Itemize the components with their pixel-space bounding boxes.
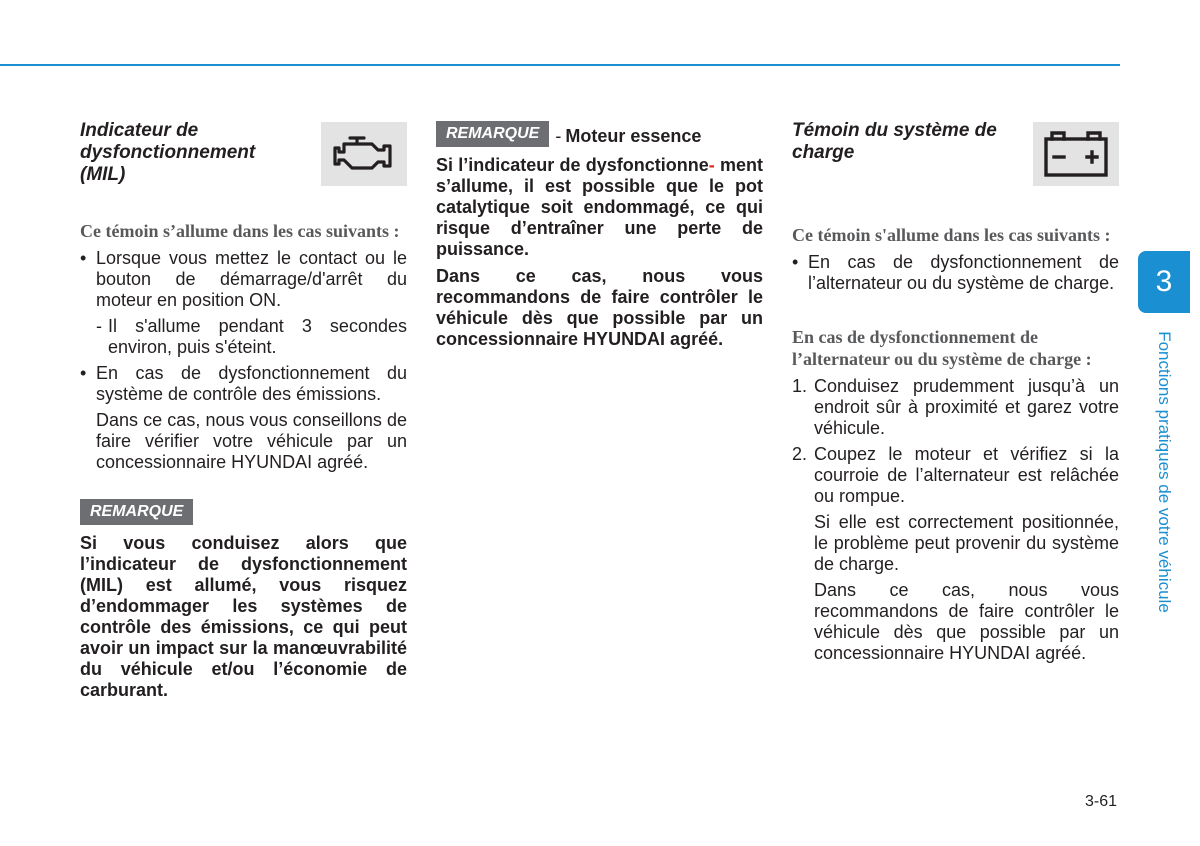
- note-para-1: Si l’indicateur de dysfonctionne- ment s’allume, il est possible que le pot catalytique soit endommagé, ce qui risque d’entraîner une perte de puissance.: [436, 155, 763, 259]
- charge-title: Témoin du système de charge: [792, 120, 997, 163]
- check-engine-icon: [321, 122, 407, 186]
- chapter-tab: 3: [1138, 251, 1190, 313]
- header-rule: [0, 64, 1120, 66]
- note-badge: REMARQUE: [80, 499, 193, 525]
- charge-subtitle-1: Ce témoin s'allume dans les cas suivants :: [792, 225, 1111, 245]
- charge-bullet-1: • En cas de dysfonctionnement de l’alternateur ou du système de charge.: [792, 252, 1119, 293]
- charge-subtitle-2: En cas de dysfonctionnement de l’alternateur ou du système de charge :: [792, 327, 1092, 369]
- charge-step-2-para-1: Si elle est correctement positionnée, le problème peut provenir du système de charge.: [814, 512, 1119, 574]
- mil-bullet-2: • En cas de dysfonctionnement du système de contrôle des émissions.: [80, 363, 407, 404]
- mil-bullet-1: • Lorsque vous mettez le contact ou le bouton de démarrage/d'arrêt du moteur en position ON.: [80, 248, 407, 310]
- charge-step-1: 1. Conduisez prudemment jusqu’à un endroit sûr à proximité et garez votre véhicule.: [792, 376, 1119, 438]
- note-para-2: Dans ce cas, nous vous recommandons de faire contrôler le véhicule dès que possible par un concessionnaire HYUNDAI agréé.: [436, 266, 763, 349]
- column-note: [436, 121, 763, 350]
- charge-heading-row: [792, 118, 1119, 186]
- mil-bullet-1-sub: - Il s'allume pendant 3 secondes environ, puis s'éteint.: [96, 316, 407, 357]
- charge-step-2: 2. Coupez le moteur et vérifiez si la courroie de l’alternateur est relâchée ou rompue.: [792, 444, 1119, 506]
- mil-bullet-2-para: Dans ce cas, nous vous conseillons de faire vérifier votre véhicule par un concessionnaire HYUNDAI agréé.: [96, 410, 407, 472]
- mil-title: Indicateur de dysfonctionnement (MIL): [80, 120, 256, 185]
- note-suffix: Moteur essence: [565, 126, 702, 146]
- column-mil: [80, 118, 407, 701]
- mil-note-text: Si vous conduisez alors que l’indicateur de dysfonctionnement (MIL) est allumé, vous risquez d’endommager les systèmes de contrôle des émissions, ce qui peut avoir un impact sur la manœuvrabilité du véhicule et/ou l’économie de carburant.: [80, 533, 407, 700]
- note-badge: REMARQUE: [436, 121, 549, 147]
- mil-subtitle: Ce témoin s’allume dans les cas suivants :: [80, 221, 400, 241]
- chapter-title: Fonctions pratiques de votre véhicule: [1155, 331, 1174, 613]
- mil-heading-row: [80, 118, 407, 186]
- charge-step-2-para-2: Dans ce cas, nous vous recommandons de faire contrôler le véhicule dès que possible par un concessionnaire HYUNDAI agréé.: [814, 580, 1119, 663]
- note-header: REMARQUE - Moteur essence: [436, 121, 763, 147]
- battery-icon: [1033, 122, 1119, 186]
- page-number: 3-61: [1084, 793, 1117, 810]
- column-charge: [792, 118, 1119, 664]
